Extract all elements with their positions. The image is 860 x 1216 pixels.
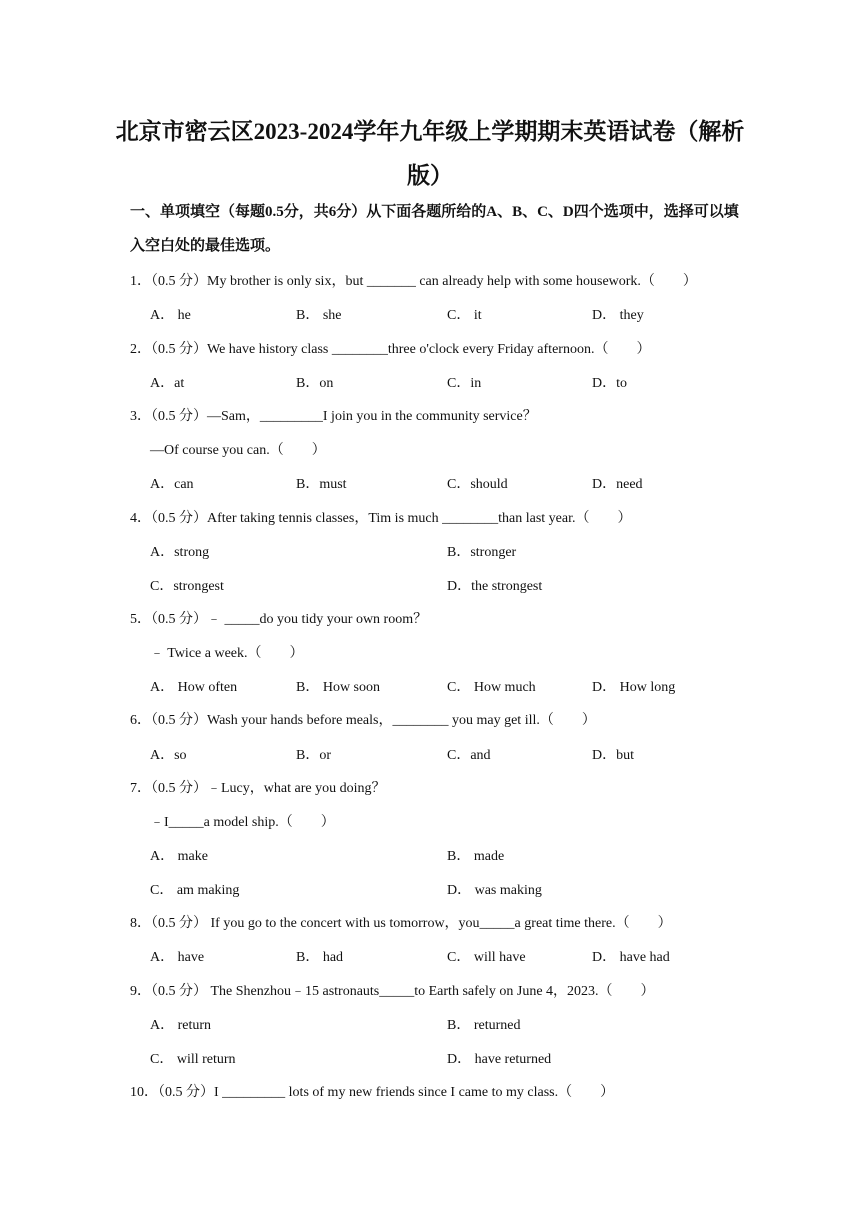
q9-option-b: B． returned bbox=[447, 1018, 521, 1033]
question-3-answer-line: —Of course you can.（ ） bbox=[150, 443, 326, 458]
question-9-text: 9．（0.5 分） The Shenzhou﹣15 astronauts_____to Earth safely on June 4，2023.（ ） bbox=[130, 984, 655, 999]
q7-option-d: D． was making bbox=[447, 883, 542, 898]
document-title-line1: 北京市密云区2023-2024学年九年级上学期期末英语试卷（解析 bbox=[115, 119, 745, 144]
q8-option-d: D． have had bbox=[592, 950, 670, 965]
q2-option-b: B．on bbox=[296, 376, 334, 391]
section-heading: 一、单项填空（每题0.5分，共6分）从下面各题所给的A、B、C、D四个选项中，选择可以填入空白处的最佳选项。 bbox=[130, 204, 739, 254]
q7-option-c: C． am making bbox=[150, 883, 240, 898]
question-5-text: 5．（0.5 分）﹣ _____do you tidy your own room？ bbox=[130, 612, 428, 627]
q6-option-a: A．so bbox=[150, 748, 187, 763]
q7-option-a: A． make bbox=[150, 849, 208, 864]
q8-option-a: A． have bbox=[150, 950, 205, 965]
q1-option-c: C． it bbox=[447, 308, 482, 323]
question-7-answer-line: ﹣I_____a model ship.（ ） bbox=[150, 815, 335, 830]
q5-option-a: A． How often bbox=[150, 680, 238, 695]
question-3-text: 3．（0.5 分）—Sam，_________I join you in the community service？ bbox=[130, 409, 537, 424]
q4-option-d: D．the strongest bbox=[447, 579, 543, 594]
q3-option-d: D．need bbox=[592, 477, 643, 492]
q5-option-c: C． How much bbox=[447, 680, 536, 695]
q3-option-b: B．must bbox=[296, 477, 347, 492]
q4-option-c: C．strongest bbox=[150, 579, 224, 594]
q2-option-d: D．to bbox=[592, 376, 627, 391]
question-4-text: 4．（0.5 分）After taking tennis classes，Tim is much ________than last year.（ ） bbox=[130, 511, 632, 526]
question-1-text: 1．（0.5 分）My brother is only six，but _______ can already help with some housework.（ ） bbox=[130, 274, 697, 289]
document-title-line2: 版） bbox=[407, 163, 453, 188]
q4-option-a: A．strong bbox=[150, 545, 210, 560]
q5-option-d: D． How long bbox=[592, 680, 676, 695]
q9-option-c: C． will return bbox=[150, 1052, 236, 1067]
q1-option-a: A． he bbox=[150, 308, 191, 323]
q6-option-c: C．and bbox=[447, 748, 491, 763]
q8-option-c: C． will have bbox=[447, 950, 526, 965]
q5-option-b: B． How soon bbox=[296, 680, 381, 695]
q4-option-b: B．stronger bbox=[447, 545, 517, 560]
q3-option-c: C．should bbox=[447, 477, 508, 492]
question-10-text: 10．（0.5 分）I _________ lots of my new friends since I came to my class.（ ） bbox=[130, 1085, 615, 1100]
q8-option-b: B． had bbox=[296, 950, 344, 965]
q9-option-d: D． have returned bbox=[447, 1052, 552, 1067]
q2-option-c: C．in bbox=[447, 376, 482, 391]
q1-option-b: B． she bbox=[296, 308, 342, 323]
q2-option-a: A．at bbox=[150, 376, 185, 391]
question-7-text: 7．（0.5 分）﹣Lucy，what are you doing？ bbox=[130, 781, 386, 796]
q9-option-a: A． return bbox=[150, 1018, 212, 1033]
q7-option-b: B． made bbox=[447, 849, 505, 864]
question-2-text: 2．（0.5 分）We have history class ________three o'clock every Friday afternoon.（ ） bbox=[130, 342, 651, 357]
question-5-answer-line: ﹣ Twice a week.（ ） bbox=[150, 646, 304, 661]
q6-option-d: D．but bbox=[592, 748, 634, 763]
question-8-text: 8．（0.5 分） If you go to the concert with us tomorrow，you_____a great time there.（ ） bbox=[130, 916, 672, 931]
question-6-text: 6．（0.5 分）Wash your hands before meals，________ you may get ill.（ ） bbox=[130, 713, 596, 728]
q6-option-b: B．or bbox=[296, 748, 331, 763]
q3-option-a: A．can bbox=[150, 477, 194, 492]
q1-option-d: D． they bbox=[592, 308, 644, 323]
